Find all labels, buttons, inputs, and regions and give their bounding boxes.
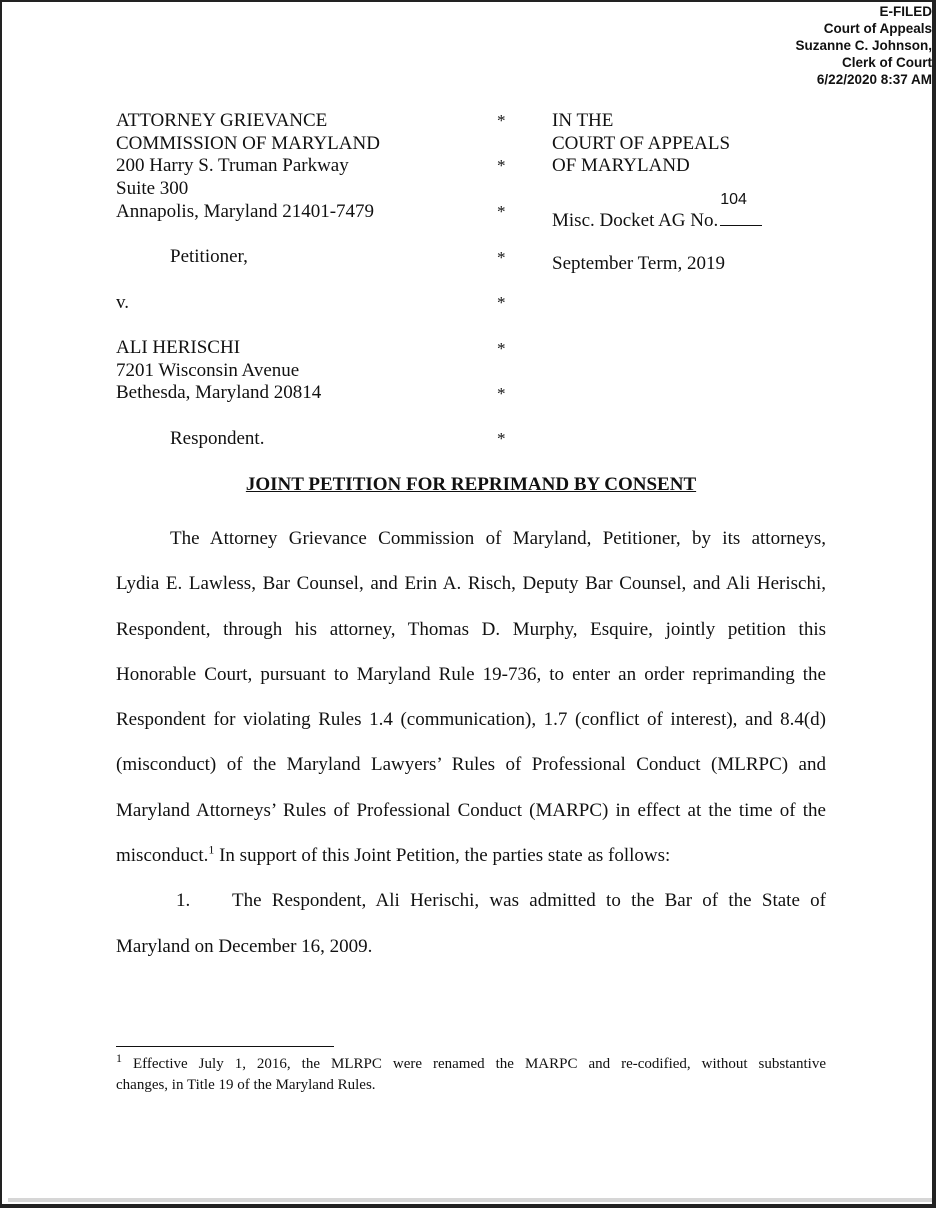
petitioner-name: ATTORNEY GRIEVANCE (116, 110, 328, 131)
numbered-item-line (116, 878, 826, 923)
body-line: Honorable Court, pursuant to Maryland Rule 19-736, to enter an order reprimanding the (116, 663, 826, 685)
docket-line (552, 190, 872, 253)
efiled-stamp (795, 3, 932, 88)
caption-star: * (497, 429, 506, 448)
footnote-marker: 1 (116, 1051, 122, 1065)
respondent-name: ALI HERISCHI (116, 336, 241, 358)
body-line (116, 833, 826, 878)
petitioner-address: Suite 300 (116, 178, 189, 200)
footnote-text: Effective July 1, 2016, the MLRPC were renamed the MARPC and re-codified, without substantive (122, 1056, 826, 1072)
document-body (116, 516, 826, 969)
docket-number-blank (720, 190, 762, 226)
body-line: The Attorney Grievance Commission of Maryland, Petitioner, by its attorneys, (170, 528, 826, 549)
docket-number: 104 (720, 190, 747, 208)
body-line: Maryland Attorneys’ Rules of Professional Conduct (MARPC) in effect at the time of the (116, 799, 826, 821)
caption-court (552, 110, 872, 275)
body-line: Lydia E. Lawless, Bar Counsel, and Erin A. Risch, Deputy Bar Counsel, and Ali Herischi, (116, 573, 826, 595)
page-bottom-shadow (8, 1198, 932, 1202)
footnote-line (116, 1051, 826, 1075)
body-line: (misconduct) of the Maryland Lawyers’ Rules of Professional Conduct (MLRPC) and (116, 754, 826, 776)
stamp-line: Clerk of Court (841, 55, 932, 70)
item-number: 1. (176, 890, 191, 912)
stamp-line: 6/22/2020 8:37 AM (816, 72, 932, 87)
respondent-address: Bethesda, Maryland 20814 (116, 382, 322, 404)
caption-star: * (497, 293, 506, 312)
versus: v. (116, 291, 130, 313)
petitioner-role: Petitioner, (170, 246, 248, 268)
footnote-separator (116, 1046, 334, 1047)
caption-parties (116, 110, 486, 450)
court-line: COURT OF APPEALS (552, 132, 731, 154)
footnote-line: changes, in Title 19 of the Maryland Rules. (116, 1077, 376, 1093)
stamp-line: E-FILED (879, 4, 932, 19)
docket-label: Misc. Docket AG No. (552, 209, 719, 231)
respondent-address: 7201 Wisconsin Avenue (116, 359, 300, 381)
petitioner-address: 200 Harry S. Truman Parkway (116, 155, 349, 177)
caption-star: * (497, 111, 506, 130)
body-line: Respondent for violating Rules 1.4 (communication), 1.7 (conflict of interest), and 8.4(d) (116, 709, 826, 731)
document-title: JOINT PETITION FOR REPRIMAND BY CONSENT (245, 474, 697, 495)
body-text-segment: misconduct. (116, 845, 209, 867)
item-text: The Respondent, Ali Herischi, was admitted to the Bar of the State of (232, 890, 826, 912)
caption-star: * (497, 248, 506, 267)
footnote (116, 1051, 826, 1096)
stamp-line: Court of Appeals (823, 21, 932, 36)
court-line: IN THE (552, 110, 614, 131)
caption-star: * (497, 156, 506, 175)
court-line: OF MARYLAND (552, 155, 690, 177)
body-line: Respondent, through his attorney, Thomas D. Murphy, Esquire, jointly petition this (116, 618, 826, 640)
footnote-reference[interactable]: 1 (208, 842, 215, 857)
caption-star: * (497, 384, 506, 403)
petitioner-address: Annapolis, Maryland 21401-7479 (116, 200, 375, 222)
caption-star: * (497, 202, 506, 221)
respondent-role: Respondent. (170, 427, 265, 449)
caption-star: * (497, 339, 506, 358)
petitioner-name: COMMISSION OF MARYLAND (116, 132, 380, 154)
body-text-segment: In support of this Joint Petition, the parties state as follows: (214, 845, 671, 867)
numbered-item-line: Maryland on December 16, 2009. (116, 935, 373, 957)
stamp-line: Suzanne C. Johnson, (795, 38, 932, 53)
court-term: September Term, 2019 (552, 252, 725, 274)
